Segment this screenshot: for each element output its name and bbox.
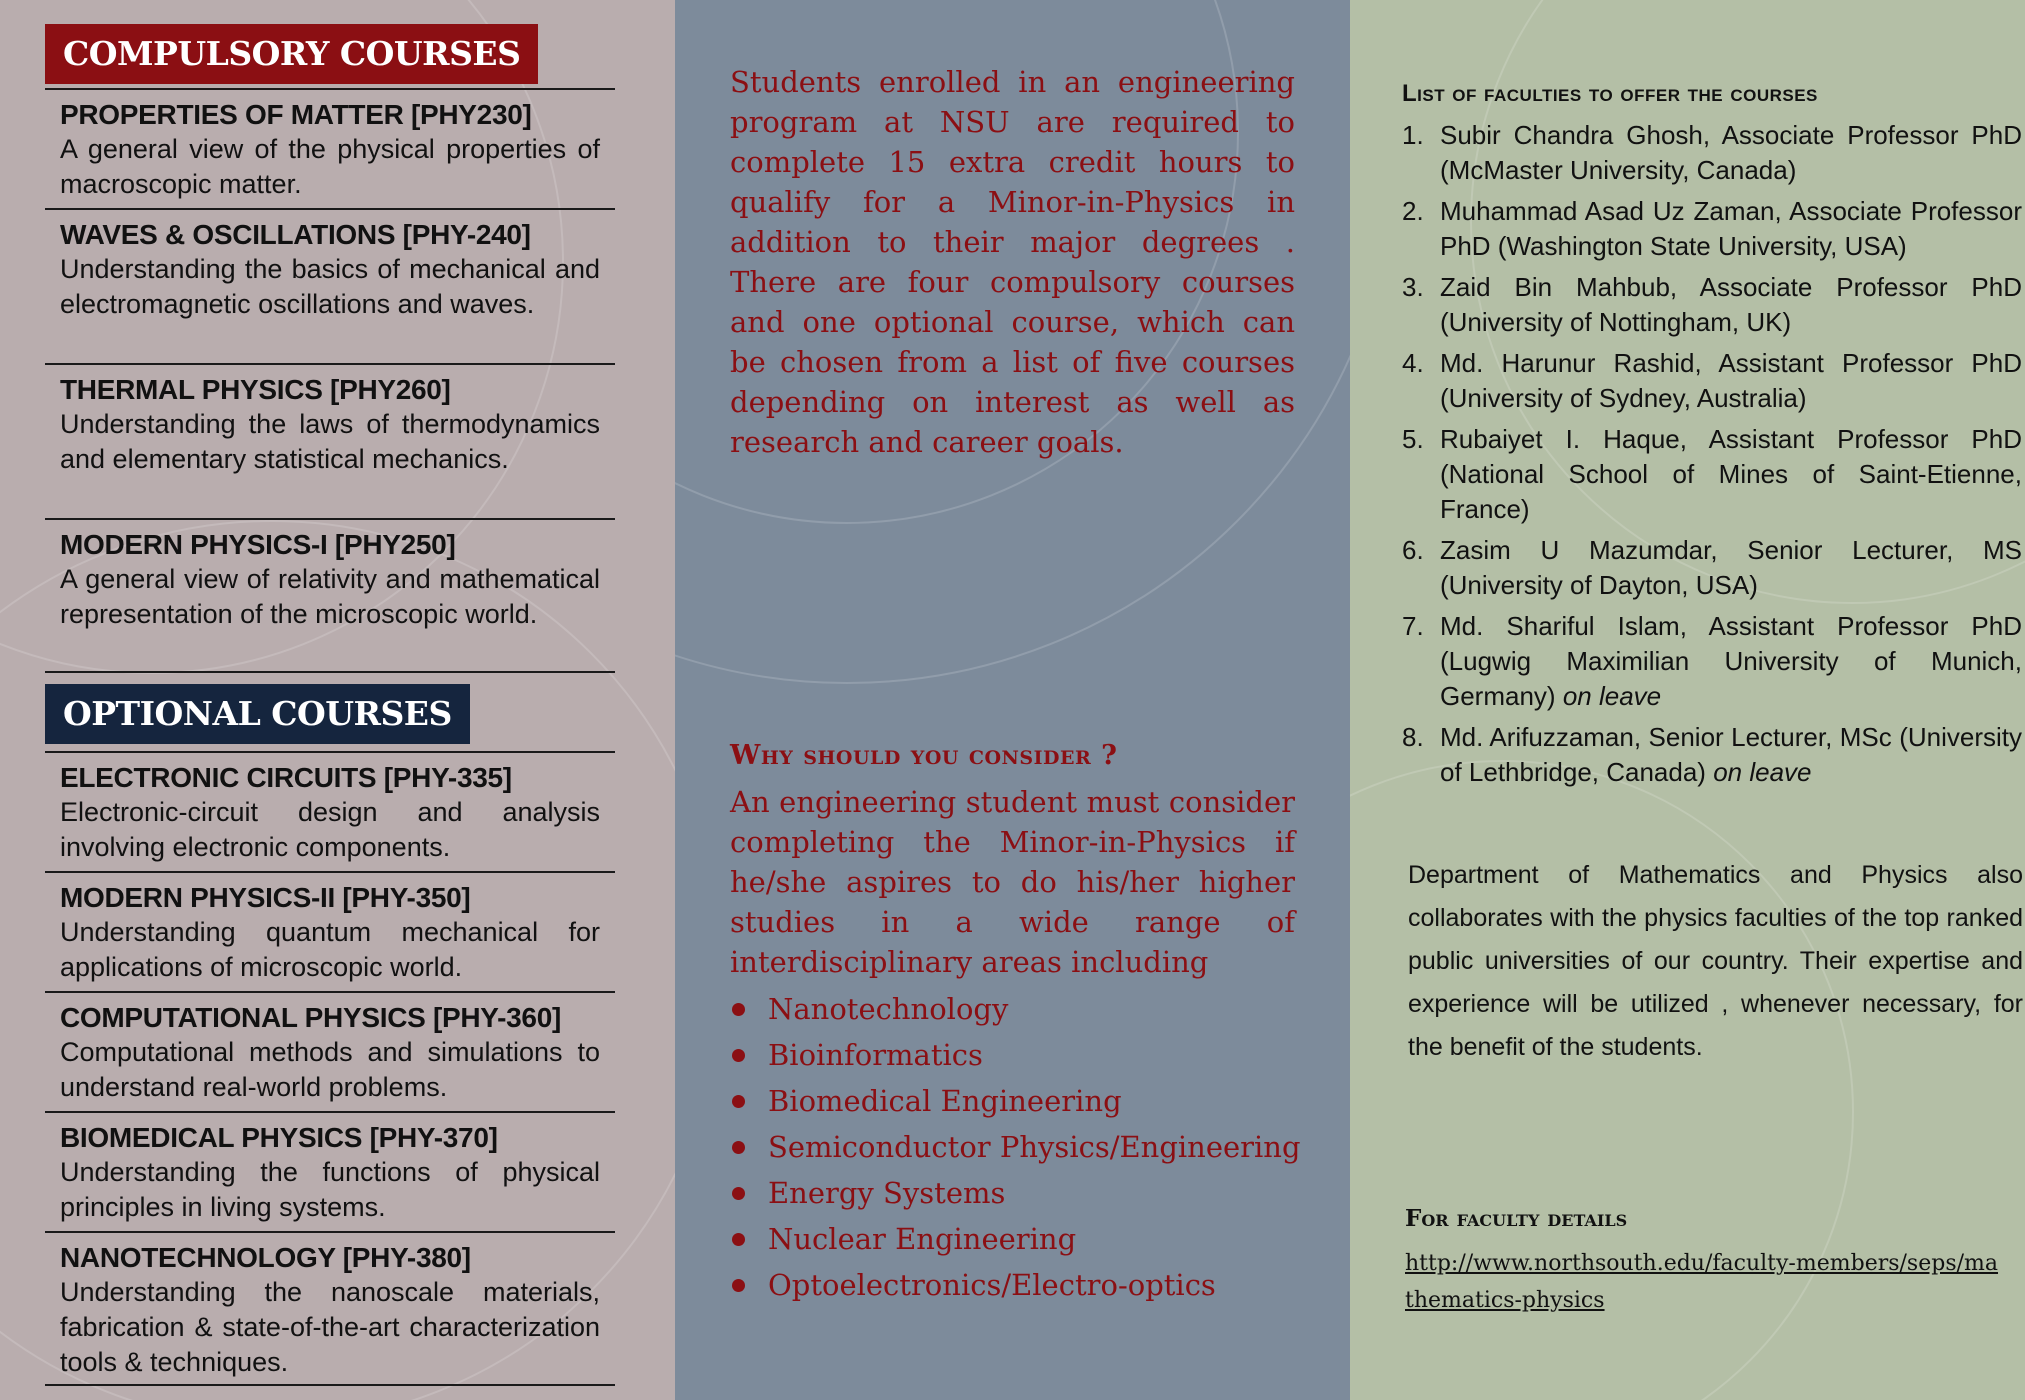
compulsory-course-list bbox=[45, 88, 615, 673]
course-item bbox=[45, 363, 615, 518]
item-number: 4. bbox=[1402, 348, 1424, 378]
course-title: MODERN PHYSICS-II [PHY-350] bbox=[60, 882, 471, 913]
faculty-info: Rubaiyet I. Haque, Assistant Professor PhD (National School of Mines of Saint-Etienne, France) bbox=[1440, 424, 2022, 524]
faculty-item bbox=[1402, 270, 2022, 340]
faculty-info: Muhammad Asad Uz Zaman, Associate Professor PhD (Washington State University, USA) bbox=[1440, 196, 2022, 261]
course-description: Understanding the nanoscale materials, fabrication & state-of-the-art characterization tools & techniques. bbox=[60, 1277, 600, 1377]
course-description: Understanding quantum mechanical for applications of microscopic world. bbox=[60, 917, 600, 982]
faculty-item bbox=[1402, 720, 2022, 790]
item-number: 5. bbox=[1402, 424, 1424, 454]
item-number: 7. bbox=[1402, 611, 1424, 641]
faculty-info: Zaid Bin Mahbub, Associate Professor PhD (University of Nottingham, UK) bbox=[1440, 272, 2022, 337]
course-item bbox=[45, 751, 615, 871]
faculty-item bbox=[1402, 118, 2022, 188]
item-number: 1. bbox=[1402, 120, 1424, 150]
faculty-item bbox=[1402, 194, 2022, 264]
course-title: WAVES & OSCILLATIONS [PHY-240] bbox=[60, 219, 531, 250]
course-title: THERMAL PHYSICS [PHY260] bbox=[60, 374, 451, 405]
interdisciplinary-areas-list bbox=[730, 986, 1301, 1308]
list-item: Nanotechnology bbox=[730, 986, 1301, 1032]
courses-panel bbox=[0, 0, 675, 1400]
course-item bbox=[45, 871, 615, 991]
faculty-info: Md. Shariful Islam, Assistant Professor PhD (Lugwig Maximilian University of Munich, Germany) bbox=[1440, 611, 2022, 711]
item-number: 3. bbox=[1402, 272, 1424, 302]
course-item bbox=[45, 518, 615, 673]
why-consider-heading: Why should you consider ? bbox=[730, 740, 1118, 771]
course-title: ELECTRONIC CIRCUITS [PHY-335] bbox=[60, 762, 512, 793]
compulsory-courses-heading: COMPULSORY COURSES bbox=[45, 24, 538, 84]
faculty-info: Md. Harunur Rashid, Assistant Professor PhD (University of Sydney, Australia) bbox=[1440, 348, 2022, 413]
course-item bbox=[45, 88, 615, 208]
list-item: Semiconductor Physics/Engineering bbox=[730, 1124, 1301, 1170]
list-item: Optoelectronics/Electro-optics bbox=[730, 1262, 1301, 1308]
course-description: Understanding the basics of mechanical and electromagnetic oscillations and waves. bbox=[60, 254, 600, 319]
item-number: 8. bbox=[1402, 722, 1424, 752]
faculty-item bbox=[1402, 422, 2022, 527]
why-consider-paragraph: An engineering student must consider completing the Minor-in-Physics if he/she aspires to do his/her higher studies in a wide range of interdisciplinary areas including bbox=[730, 785, 1295, 979]
course-item bbox=[45, 1231, 615, 1386]
collaboration-paragraph: Department of Mathematics and Physics also collaborates with the physics faculties of the top ranked public universities of our country. Their expertise and experience will be utilized , whenever necessary, for the benefit of the students. bbox=[1408, 861, 2023, 1061]
course-title: BIOMEDICAL PHYSICS [PHY-370] bbox=[60, 1122, 498, 1153]
faculty-item bbox=[1402, 533, 2022, 603]
list-item: Bioinformatics bbox=[730, 1032, 1301, 1078]
optional-course-list bbox=[45, 751, 615, 1386]
faculty-info: Md. Arifuzzaman, Senior Lecturer, MSc (University of Lethbridge, Canada) bbox=[1440, 722, 2022, 787]
overview-panel bbox=[675, 0, 1350, 1400]
faculty-item bbox=[1402, 609, 2022, 714]
faculty-list-heading: List of faculties to offer the courses bbox=[1402, 80, 1818, 107]
faculty-info: Zasim U Mazumdar, Senior Lecturer, MS (University of Dayton, USA) bbox=[1440, 535, 2022, 600]
course-description: Computational methods and simulations to understand real-world problems. bbox=[60, 1037, 600, 1102]
faculty-details-link[interactable]: http://www.northsouth.edu/faculty-members/seps/mathematics-physics bbox=[1405, 1251, 1999, 1313]
course-description: Understanding the functions of physical principles in living systems. bbox=[60, 1157, 600, 1222]
course-description: A general view of the physical properties of macroscopic matter. bbox=[60, 134, 600, 199]
course-description: Electronic-circuit design and analysis involving electronic components. bbox=[60, 797, 600, 862]
faculty-details-heading: For faculty details bbox=[1405, 1205, 1628, 1232]
course-description: Understanding the laws of thermodynamics and elementary statistical mechanics. bbox=[60, 409, 600, 474]
course-description: A general view of relativity and mathematical representation of the microscopic world. bbox=[60, 564, 600, 629]
course-title: COMPUTATIONAL PHYSICS [PHY-360] bbox=[60, 1002, 561, 1033]
faculty-panel bbox=[1350, 0, 2025, 1400]
intro-paragraph: Students enrolled in an engineering program at NSU are required to complete 15 extra credit hours to qualify for a Minor-in-Physics in addition to their major degrees . There are four compulsory courses and one optional course, which can be chosen from a list of five courses depending on interest as well as research and career goals. bbox=[730, 65, 1295, 459]
faculty-list bbox=[1402, 118, 2022, 796]
list-item: Biomedical Engineering bbox=[730, 1078, 1301, 1124]
course-title: MODERN PHYSICS-I [PHY250] bbox=[60, 529, 456, 560]
course-title: NANOTECHNOLOGY [PHY-380] bbox=[60, 1242, 471, 1273]
item-number: 6. bbox=[1402, 535, 1424, 565]
course-title: PROPERTIES OF MATTER [PHY230] bbox=[60, 99, 532, 130]
course-item bbox=[45, 208, 615, 363]
list-item: Energy Systems bbox=[730, 1170, 1301, 1216]
leave-note: on leave bbox=[1562, 681, 1662, 711]
course-item bbox=[45, 991, 615, 1111]
optional-courses-heading: OPTIONAL COURSES bbox=[45, 684, 470, 744]
list-item: Nuclear Engineering bbox=[730, 1216, 1301, 1262]
course-item bbox=[45, 1111, 615, 1231]
leave-note: on leave bbox=[1713, 757, 1812, 787]
faculty-info: Subir Chandra Ghosh, Associate Professor PhD (McMaster University, Canada) bbox=[1440, 120, 2022, 185]
item-number: 2. bbox=[1402, 196, 1424, 226]
faculty-item bbox=[1402, 346, 2022, 416]
